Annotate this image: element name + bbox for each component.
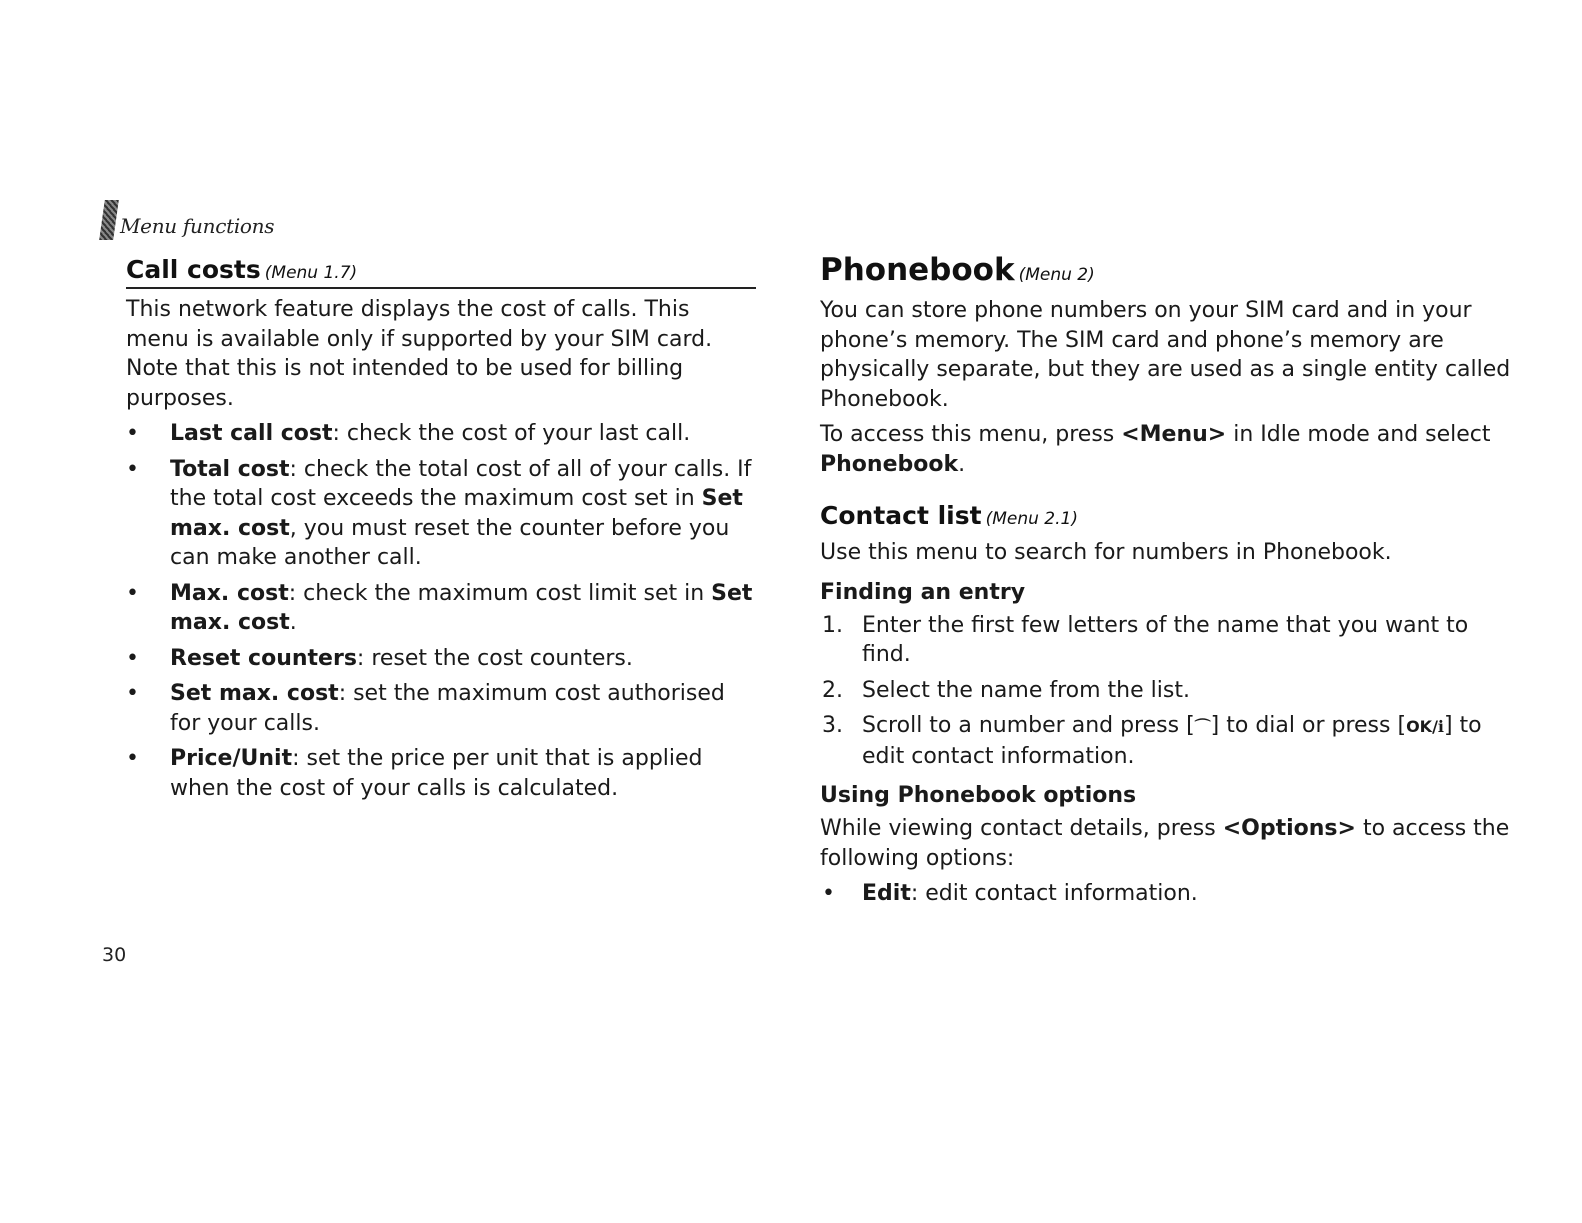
phonebook-options-list [820, 879, 1520, 909]
phonebook-intro: You can store phone numbers on your SIM card and in your phone’s memory. The SIM card and phone’s memory are physically separate, but they are used as a single entity called Phonebook. [820, 298, 1511, 412]
call-costs-list [126, 419, 756, 803]
list-item: 3. Scroll to a number and press [⌒] to dial or press [OK/ℹ] to edit contact information. [822, 713, 1482, 769]
phonebook-options-heading: Using Phonebook options [820, 783, 1137, 808]
finding-entry-heading: Finding an entry [820, 579, 1026, 605]
phonebook-access: To access this menu, press <Menu> in Idle mode and select Phonebook. [820, 422, 1491, 477]
list-item: • Reset counters: reset the cost counters. [126, 644, 756, 674]
left-column [126, 255, 756, 803]
list-item: • Max. cost: check the maximum cost limit set in Set max. cost. [126, 579, 756, 638]
page-number: 30 [102, 944, 127, 966]
phonebook-heading: Phonebook (Menu 2) [820, 252, 1095, 288]
section-marker-icon [99, 200, 119, 240]
list-item: • Edit: edit contact information. [820, 879, 1520, 909]
contact-list-heading: Contact list (Menu 2.1) [820, 501, 1078, 530]
running-header [100, 200, 400, 242]
list-item: • Last call cost: check the cost of your last call. [126, 419, 756, 449]
section-label: Menu functions [120, 214, 275, 238]
list-item: 1. Enter the first few letters of the name that you want to find. [822, 612, 1469, 667]
ok-key-icon: OK/ℹ [1406, 717, 1444, 736]
finding-steps [820, 611, 1520, 772]
right-column [820, 252, 1520, 909]
list-item: • Price/Unit: set the price per unit that is applied when the cost of your calls is calculated. [126, 744, 756, 803]
call-costs-heading: Call costs (Menu 1.7) [126, 255, 756, 289]
call-costs-intro: This network feature displays the cost of calls. This menu is available only if supported by your SIM card. Note that this is not intended to be used for billing purposes. [126, 297, 713, 411]
list-item: 2. Select the name from the list. [822, 677, 1190, 703]
list-item: • Set max. cost: set the maximum cost authorised for your calls. [126, 679, 756, 738]
list-item: • Total cost: check the total cost of all of your calls. If the total cost exceeds the maximum cost set in Set max. cost, you must reset the counter before you can make another call. [126, 455, 756, 573]
dial-key-icon: ⌒ [1194, 717, 1211, 736]
contact-list-intro: Use this menu to search for numbers in Phonebook. [820, 540, 1392, 565]
phonebook-options-intro: While viewing contact details, press <Options> to access the following options: [820, 816, 1510, 871]
